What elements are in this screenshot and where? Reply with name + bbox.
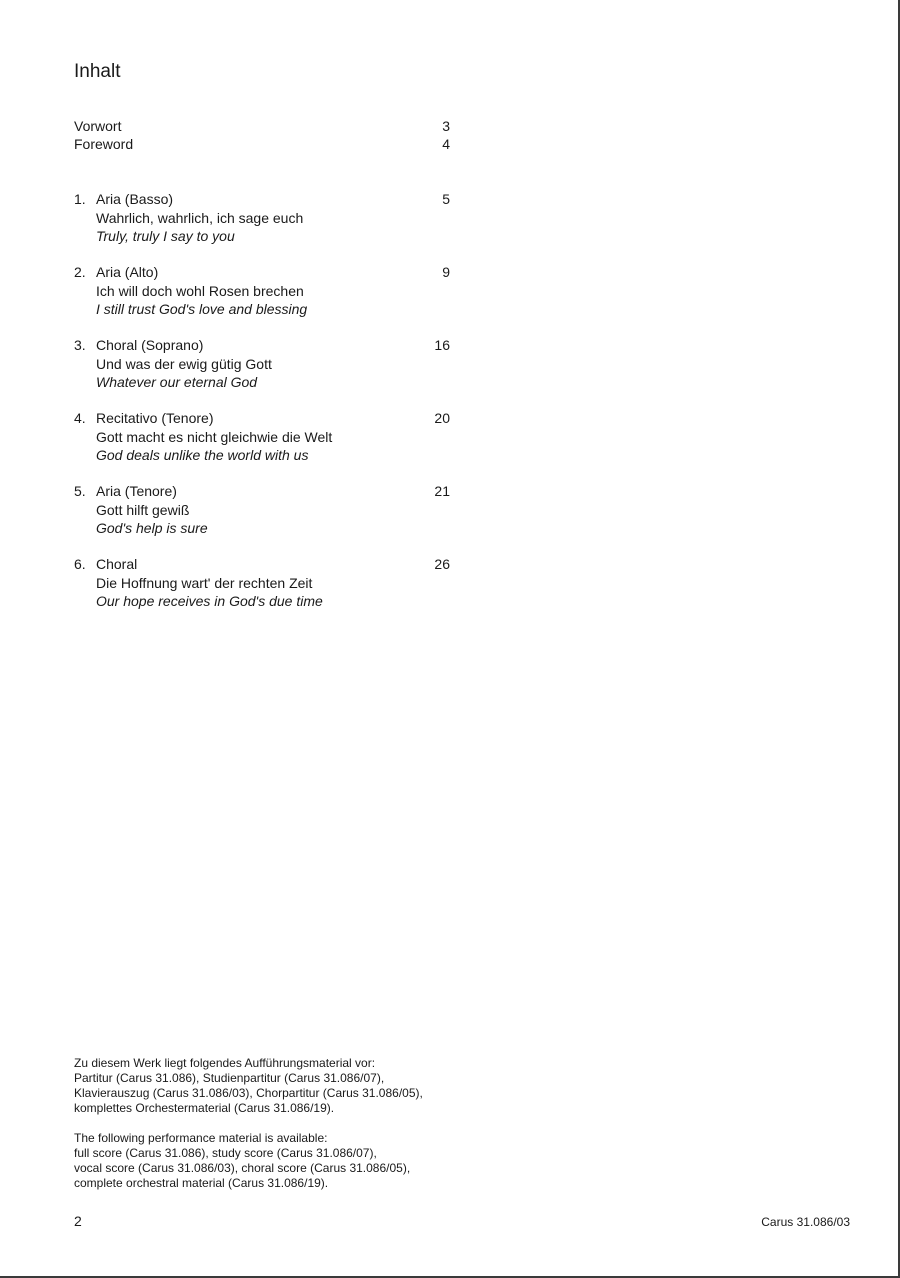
- entry-type: Aria (Tenore): [96, 483, 177, 499]
- entry-title-de: Und was der ewig gütig Gott: [96, 355, 272, 372]
- performance-line: Klavierauszug (Carus 31.086/03), Chorpartitur (Carus 31.086/05),: [74, 1086, 423, 1100]
- performance-material-de: [74, 1056, 423, 1116]
- entry-type: Recitativo (Tenore): [96, 410, 214, 426]
- toc-row-foreword[interactable]: [74, 135, 450, 153]
- entry-title-de: Ich will doch wohl Rosen brechen: [96, 282, 304, 299]
- entry-title-en: God's help is sure: [96, 520, 208, 536]
- entry-title-de: Gott macht es nicht gleichwie die Welt: [96, 428, 333, 445]
- performance-line: Partitur (Carus 31.086), Studienpartitur (Carus 31.086/07),: [74, 1071, 385, 1085]
- performance-line: full score (Carus 31.086), study score (Carus 31.086/07),: [74, 1146, 377, 1160]
- entry-title-en: I still trust God's love and blessing: [96, 301, 308, 317]
- performance-line: complete orchestral material (Carus 31.086/19).: [74, 1176, 329, 1190]
- entry-page: 16: [434, 337, 450, 353]
- entry-title-en: Truly, truly I say to you: [96, 228, 235, 244]
- toc-entry-3[interactable]: [74, 336, 450, 392]
- toc-page: 4: [442, 136, 450, 152]
- performance-line: komplettes Orchestermaterial (Carus 31.086/19).: [74, 1101, 335, 1115]
- entry-number: 3.: [74, 337, 86, 353]
- entry-type: Aria (Alto): [96, 264, 159, 280]
- entry-number: 5.: [74, 483, 86, 499]
- entry-page: 26: [434, 556, 450, 572]
- toc-entry-4[interactable]: [74, 409, 450, 465]
- entry-number: 1.: [74, 191, 86, 207]
- entry-title-en: Whatever our eternal God: [96, 374, 258, 390]
- performance-line: The following performance material is available:: [74, 1131, 328, 1145]
- entry-number: 2.: [74, 264, 86, 280]
- toc-entry-1[interactable]: [74, 190, 450, 246]
- toc-entry-5[interactable]: [74, 482, 450, 538]
- toc-label: Foreword: [74, 136, 134, 152]
- entry-page: 5: [442, 191, 450, 207]
- page-title: Inhalt: [74, 61, 121, 82]
- catalog-number: Carus 31.086/03: [761, 1215, 850, 1229]
- entry-page: 21: [434, 483, 450, 499]
- performance-material-en: [74, 1131, 410, 1191]
- entry-type: Aria (Basso): [96, 191, 174, 207]
- entry-number: 6.: [74, 556, 86, 572]
- entry-title-en: God deals unlike the world with us: [96, 447, 309, 463]
- entry-number: 4.: [74, 410, 86, 426]
- entry-type: Choral (Soprano): [96, 337, 204, 353]
- entry-page: 9: [442, 264, 450, 280]
- entry-title-de: Die Hoffnung wart' der rechten Zeit: [96, 574, 313, 591]
- entry-title-de: Gott hilft gewiß: [96, 501, 190, 518]
- toc-label: Vorwort: [74, 118, 122, 134]
- toc-entry-2[interactable]: [74, 263, 450, 319]
- performance-line: vocal score (Carus 31.086/03), choral score (Carus 31.086/05),: [74, 1161, 411, 1175]
- toc-entry-6[interactable]: [74, 555, 450, 611]
- toc-row-vorwort[interactable]: [74, 117, 450, 135]
- entry-title-en: Our hope receives in God's due time: [96, 593, 323, 609]
- entry-title-de: Wahrlich, wahrlich, ich sage euch: [96, 209, 304, 226]
- page-number: 2: [74, 1213, 82, 1229]
- entry-type: Choral: [96, 556, 138, 572]
- performance-line: Zu diesem Werk liegt folgendes Aufführungsmaterial vor:: [74, 1056, 376, 1070]
- entry-page: 20: [434, 410, 450, 426]
- toc-page: 3: [442, 118, 450, 134]
